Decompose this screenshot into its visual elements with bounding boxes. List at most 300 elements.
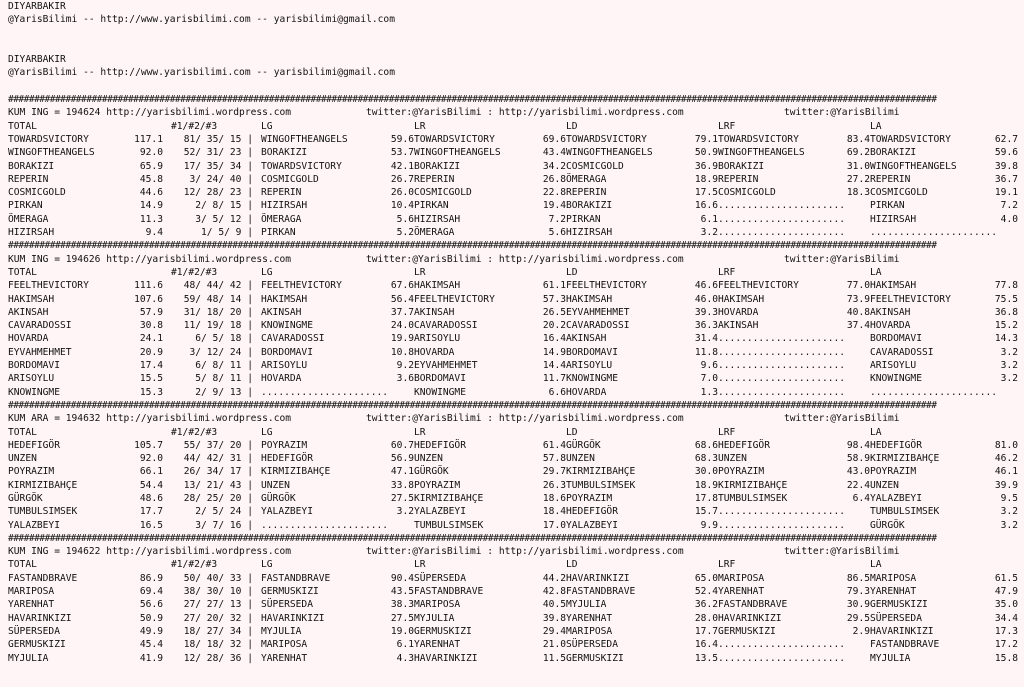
lg-value: 53.7 [390,147,414,159]
lr-value: 40.5 [542,599,566,611]
ld-name: EYVAHMEHMET [566,306,630,318]
lrf-name: YARENHAT [718,586,765,598]
lr-name: HOVARDA [414,346,455,358]
la-value: 39.9 [994,479,1018,491]
hash-rule: ################################################################################################################################################################################## [8,240,937,252]
table-row [8,598,1024,611]
horse-name: YALAZBEYI [8,519,60,531]
section-title-line [8,253,1024,266]
lg-value: 59.6 [390,133,414,145]
twitter-link-2: twitter:@YarisBilimi [784,107,900,119]
place-counts: 2/ 9/ 13 | [195,386,253,398]
lg-name: PIRKAN [261,227,296,239]
lrf-name: ...................... [718,333,846,345]
place-counts: 59/ 48/ 14 | [183,293,253,305]
la-value: 19.1 [994,187,1018,199]
ld-value: 13.5 [694,652,718,664]
lg-value: 6.1 [396,639,414,651]
la-value: 3.2 [1000,346,1018,358]
lr-name: KIRMIZIBAHÇE [414,492,484,504]
ld-name: KIRMIZIBAHÇE [566,466,636,478]
lg-value: 37.7 [390,306,414,318]
ld-name: ÖMERAGA [566,173,607,185]
ld-value: 36.3 [694,320,718,332]
header-ld: LD [566,120,578,132]
header-counts: #1/#2/#3 [171,559,218,571]
table-row [8,279,1024,292]
place-counts: 3/ 5/ 12 | [195,213,253,225]
la-name: GERMUSKIZI [870,599,928,611]
total-score: 30.8 [139,320,163,332]
table-row [8,319,1024,332]
lg-name: HEDEFIGÖR [261,453,313,465]
ld-name: POYRAZIM [566,492,613,504]
lrf-value: 69.2 [846,147,870,159]
la-value: 77.8 [994,280,1018,292]
la-value: 35.0 [994,599,1018,611]
ld-name: CAVARADOSSI [566,320,630,332]
total-score: 117.1 [134,133,163,145]
ld-value: 7.0 [700,373,718,385]
la-name: BORAKIZI [870,147,917,159]
lg-value: 33.8 [390,479,414,491]
lr-value: 14.9 [542,346,566,358]
column-header-row [8,558,1024,571]
place-counts: 5/ 8/ 11 | [195,373,253,385]
header-lr: LR [414,426,426,438]
lr-value: 18.4 [542,506,566,518]
lrf-name: ...................... [718,519,846,531]
lrf-value: 2.9 [852,625,870,637]
separator-line [8,399,1024,412]
la-value: 39.8 [994,160,1018,172]
lrf-name: ...................... [718,360,846,372]
lg-value: 3.2 [396,506,414,518]
horse-name: COSMICGOLD [8,187,66,199]
header-total: TOTAL [8,266,37,278]
la-name: YARENHAT [870,586,917,598]
la-name: MYJULIA [870,652,911,664]
horse-name: MYJULIA [8,652,49,664]
ld-name: YALAZBEYI [566,519,618,531]
place-counts: 2/ 5/ 24 | [195,506,253,518]
lr-name: MARIPOSA [414,599,461,611]
lg-name: FASTANDBRAVE [261,572,331,584]
total-score: 45.8 [139,173,163,185]
lr-value: 17.0 [542,519,566,531]
lg-name: CAVARADOSSI [261,333,325,345]
lrf-value: 77.0 [846,280,870,292]
lg-name: TOWARDSVICTORY [261,160,342,172]
header-lr: LR [414,266,426,278]
lrf-value: 98.4 [846,439,870,451]
lg-name: HAKIMSAH [261,293,308,305]
place-counts: 3/ 7/ 16 | [195,519,253,531]
hash-rule: ################################################################################################################################################################################## [8,399,937,411]
place-counts: 6/ 5/ 18 | [195,333,253,345]
total-score: 57.9 [139,306,163,318]
horse-name: FEELTHEVICTORY [8,280,89,292]
ld-value: 9.9 [700,519,718,531]
place-counts: 81/ 35/ 15 | [183,133,253,145]
total-score: 17.7 [139,506,163,518]
lrf-value: 18.3 [846,187,870,199]
lr-name: BORDOMAVI [414,373,466,385]
lg-name: ARISOYLU [261,360,308,372]
lrf-name: HAVARINKIZI [718,612,782,624]
twitter-link-2: twitter:@YarisBilimi [784,253,900,265]
lg-name: BORDOMAVI [261,346,313,358]
total-score: 24.1 [139,333,163,345]
lr-value: 29.7 [542,466,566,478]
header-la: LA [870,559,882,571]
horse-name: FASTANDBRAVE [8,572,78,584]
la-value: 75.5 [994,293,1018,305]
lg-value: 90.4 [390,572,414,584]
lr-name: SÜPERSEDA [414,572,466,584]
lg-value: 10.4 [390,200,414,212]
lr-value: 69.6 [542,133,566,145]
la-value: 3.2 [1000,506,1018,518]
separator-line [8,532,1024,545]
lg-value: 26.0 [390,187,414,199]
place-counts: 28/ 25/ 20 | [183,492,253,504]
la-value: 3.2 [1000,373,1018,385]
place-counts: 18/ 27/ 34 | [183,625,253,637]
separator-line [8,93,1024,106]
lg-value: 27.5 [390,492,414,504]
header-lr: LR [414,120,426,132]
hash-rule: ################################################################################################################################################################################## [8,94,937,106]
lr-value: 5.6 [548,227,566,239]
lr-value: 61.4 [542,439,566,451]
lr-name: YALAZBEYI [414,506,466,518]
horse-name: REPERIN [8,173,49,185]
total-score: 11.3 [139,213,163,225]
la-name: AKINSAH [870,306,911,318]
total-score: 16.5 [139,519,163,531]
header-lg: LG [261,559,273,571]
ld-value: 65.0 [694,572,718,584]
table-row [8,226,1024,239]
table-row [8,359,1024,372]
twitter-link-1: twitter:@YarisBilimi : http://yarisbilimi.wordpress.com [366,546,684,558]
place-counts: 3/ 24/ 40 | [189,173,253,185]
lg-value: 5.2 [396,227,414,239]
ld-name: SÜPERSEDA [566,639,618,651]
place-counts: 2/ 8/ 15 | [195,200,253,212]
lg-value: 5.6 [396,213,414,225]
lr-name: TOWARDSVICTORY [414,133,495,145]
lg-value: 47.1 [390,466,414,478]
ld-name: HEDEFIGÖR [566,506,618,518]
lr-name: ARISOYLU [414,333,461,345]
horse-name: HAKIMSAH [8,293,55,305]
header-counts: #1/#2/#3 [171,426,218,438]
la-value: 36.8 [994,306,1018,318]
lr-value: 57.8 [542,453,566,465]
lr-name: COSMICGOLD [414,187,472,199]
header-lrf: LRF [718,426,736,438]
horse-name: WINGOFTHEANGELS [8,147,95,159]
ld-value: 31.4 [694,333,718,345]
horse-name: YARENHAT [8,599,55,611]
lg-name: ÖMERAGA [261,213,302,225]
place-counts: 12/ 28/ 23 | [183,187,253,199]
ld-name: GERMUSKIZI [566,652,624,664]
lrf-value: 6.4 [852,492,870,504]
ld-name: COSMICGOLD [566,160,624,172]
place-counts: 31/ 18/ 20 | [183,306,253,318]
lr-value: 26.8 [542,173,566,185]
total-score: 15.3 [139,386,163,398]
horse-name: GERMUSKIZI [8,639,66,651]
lrf-value: 37.4 [846,320,870,332]
header-counts: #1/#2/#3 [171,120,218,132]
header-lg: LG [261,120,273,132]
total-score: 15.5 [139,373,163,385]
lrf-name: FASTANDBRAVE [718,599,788,611]
header-lg: LG [261,266,273,278]
intro-contact-2: @YarisBilimi -- http://www.yarisbilimi.com -- yarisbilimi@gmail.com [8,67,395,79]
section-title-line [8,412,1024,425]
ld-name: BORDOMAVI [566,346,618,358]
lr-value: 20.2 [542,320,566,332]
header-lrf: LRF [718,266,736,278]
lg-name: HIZIRSAH [261,200,308,212]
total-score: 56.6 [139,599,163,611]
la-name: PIRKAN [870,200,905,212]
la-name: HEDEFIGÖR [870,439,922,451]
lrf-name: ...................... [718,506,846,518]
lrf-value: 86.5 [846,572,870,584]
la-value: 3.2 [1000,519,1018,531]
horse-name: CAVARADOSSI [8,320,72,332]
lr-value: 6.6 [548,386,566,398]
header-total: TOTAL [8,120,37,132]
lrf-value: 30.9 [846,599,870,611]
horse-name: SÜPERSEDA [8,625,60,637]
total-score: 41.9 [139,652,163,664]
la-value: 61.5 [994,572,1018,584]
ld-name: TOWARDSVICTORY [566,133,647,145]
total-score: 50.9 [139,612,163,624]
column-header-row [8,120,1024,133]
lr-name: HEDEFIGÖR [414,439,466,451]
lr-value: 19.4 [542,200,566,212]
horse-name: AKINSAH [8,306,49,318]
header-lg: LG [261,426,273,438]
lr-value: 22.8 [542,187,566,199]
lg-value: 26.7 [390,173,414,185]
total-score: 86.9 [139,572,163,584]
lrf-value: 58.9 [846,453,870,465]
lrf-name: TUMBULSIMSEK [718,492,788,504]
table-row [8,638,1024,651]
total-score: 105.7 [134,439,163,451]
horse-name: KNOWINGME [8,386,60,398]
twitter-link-1: twitter:@YarisBilimi : http://yarisbilimi.wordpress.com [366,107,684,119]
horse-name: GÜRGÖK [8,492,43,504]
ld-name: YARENHAT [566,612,613,624]
horse-name: POYRAZIM [8,466,55,478]
ld-name: FEELTHEVICTORY [566,280,647,292]
lg-name: ...................... [261,386,389,398]
lr-value: 11.7 [542,373,566,385]
table-row [8,652,1024,665]
lrf-name: ...................... [718,200,846,212]
lrf-name: MARIPOSA [718,572,765,584]
total-score: 9.4 [145,227,163,239]
horse-name: HIZIRSAH [8,227,55,239]
ld-value: 36.2 [694,599,718,611]
lrf-name: ...................... [718,346,846,358]
ld-name: HIZIRSAH [566,227,613,239]
total-score: 44.6 [139,187,163,199]
table-row [8,452,1024,465]
la-name: HAVARINKIZI [870,625,934,637]
lr-value: 42.8 [542,586,566,598]
la-name: HOVARDA [870,320,911,332]
ld-value: 17.8 [694,492,718,504]
header-counts: #1/#2/#3 [171,266,218,278]
la-name: KNOWINGME [870,373,922,385]
lg-name: COSMICGOLD [261,173,319,185]
intro-city-1: DIYARBAKIR [8,1,66,12]
la-value: 47.9 [994,586,1018,598]
intro-city-2: DIYARBAKIR [8,54,66,66]
lr-name: HAVARINKIZI [414,652,478,664]
total-score: 48.6 [139,492,163,504]
horse-name: KIRMIZIBAHÇE [8,479,78,491]
la-name: CAVARADOSSI [870,346,934,358]
lr-value: 39.8 [542,612,566,624]
place-counts: 26/ 34/ 17 | [183,466,253,478]
table-row [8,293,1024,306]
lr-name: TUMBULSIMSEK [414,519,484,531]
la-value: 36.7 [994,173,1018,185]
total-score: 54.4 [139,479,163,491]
place-counts: 1/ 5/ 9 | [201,227,253,239]
twitter-link-2: twitter:@YarisBilimi [784,546,900,558]
ld-name: FASTANDBRAVE [566,586,636,598]
ld-value: 9.6 [700,360,718,372]
table-row [8,146,1024,159]
ld-value: 18.9 [694,173,718,185]
lr-value: 26.3 [542,479,566,491]
header-lrf: LRF [718,559,736,571]
lg-name: KNOWINGME [261,320,313,332]
la-value: 9.5 [1000,492,1018,504]
la-name: ...................... [870,386,998,398]
la-value: 17.2 [994,639,1018,651]
section-title: KUM ING = 194626 http://yarisbilimi.wordpress.com [8,253,292,265]
table-row [8,372,1024,385]
place-counts: 18/ 18/ 32 | [183,639,253,651]
lrf-value: 31.0 [846,160,870,172]
place-counts: 44/ 42/ 31 | [183,453,253,465]
la-value: 46.2 [994,453,1018,465]
separator-line [8,239,1024,252]
lg-value: 42.1 [390,160,414,172]
lrf-name: ...................... [718,639,846,651]
horse-name: HOVARDA [8,333,49,345]
place-counts: 38/ 30/ 10 | [183,586,253,598]
ld-name: TUMBULSIMSEK [566,479,636,491]
header-ld: LD [566,559,578,571]
table-row [8,332,1024,345]
place-counts: 27/ 20/ 32 | [183,612,253,624]
header-ld: LD [566,266,578,278]
lg-value: 27.5 [390,612,414,624]
lg-name: YALAZBEYI [261,506,313,518]
lg-value: 38.3 [390,599,414,611]
section-title-line [8,545,1024,558]
la-value: 81.0 [994,439,1018,451]
lr-name: CAVARADOSSI [414,320,478,332]
ld-name: HAVARINKIZI [566,572,630,584]
lg-name: KIRMIZIBAHÇE [261,466,331,478]
table-row [8,492,1024,505]
lg-name: REPERIN [261,187,302,199]
lg-value: 56.9 [390,453,414,465]
table-row [8,213,1024,226]
lr-value: 43.4 [542,147,566,159]
header-la: LA [870,120,882,132]
column-header-row [8,266,1024,279]
lr-name: EYVAHMEHMET [414,360,478,372]
ld-value: 52.4 [694,586,718,598]
header-total: TOTAL [8,559,37,571]
lg-name: WINGOFTHEANGELS [261,133,348,145]
lrf-name: GERMUSKIZI [718,625,776,637]
la-name: BORDOMAVI [870,333,922,345]
lg-value: 10.8 [390,346,414,358]
header-la: LA [870,266,882,278]
lrf-name: FEELTHEVICTORY [718,280,799,292]
total-score: 92.0 [139,147,163,159]
lg-value: 60.7 [390,439,414,451]
table-row [8,133,1024,146]
lg-name: HAVARINKIZI [261,612,325,624]
lg-name: POYRAZIM [261,439,308,451]
ld-value: 30.0 [694,466,718,478]
lr-name: GERMUSKIZI [414,625,472,637]
total-score: 107.6 [134,293,163,305]
lr-name: BORAKIZI [414,160,461,172]
table-row [8,186,1024,199]
horse-name: ÖMERAGA [8,213,49,225]
lrf-name: ...................... [718,213,846,225]
lrf-name: KIRMIZIBAHÇE [718,479,788,491]
total-score: 17.4 [139,360,163,372]
lr-name: REPERIN [414,173,455,185]
lrf-name: HOVARDA [718,306,759,318]
lr-name: FASTANDBRAVE [414,586,484,598]
lr-name: WINGOFTHEANGELS [414,147,501,159]
total-score: 66.1 [139,466,163,478]
lr-value: 14.4 [542,360,566,372]
ld-value: 39.3 [694,306,718,318]
intro-contact-1: @YarisBilimi -- http://www.yarisbilimi.com -- yarisbilimi@gmail.com [8,14,395,26]
table-row [8,160,1024,173]
horse-name: MARIPOSA [8,586,55,598]
ld-value: 11.8 [694,346,718,358]
lg-value: 3.6 [396,373,414,385]
table-row [8,439,1024,452]
lrf-name: HAKIMSAH [718,293,765,305]
lrf-value: 79.3 [846,586,870,598]
